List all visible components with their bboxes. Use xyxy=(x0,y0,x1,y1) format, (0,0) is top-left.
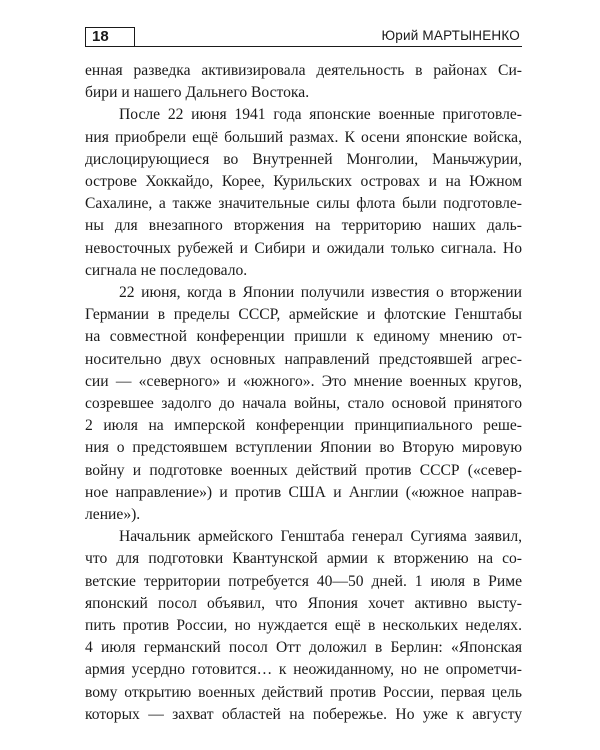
text-line: японский посол объявил, что Япония хочет активно высту- xyxy=(85,594,522,612)
text-line: Начальник армейского Генштаба генерал Сугияма заявил, xyxy=(119,528,522,546)
running-head: Юрий МАРТЫНЕНКО xyxy=(381,28,520,43)
text-line: сигнала не последовало. xyxy=(85,261,248,279)
text-line: сии — «северного» и «южного». Это мнение военных кругов, xyxy=(85,372,522,390)
text-line: Сахалине, а также значительные силы флота были подготовле- xyxy=(85,195,522,213)
text-line: ветские территории потребуется 40—50 дней. 1 июля в Риме xyxy=(85,572,522,590)
text-line: енная разведка активизировала деятельность в районах Си- xyxy=(85,62,522,79)
text-line: войну и подготовке военных действий против СССР («север- xyxy=(85,461,522,479)
text-line: пить против России, но нуждается ещё в нескольких неделях. xyxy=(85,617,522,635)
text-line: 22 июня, когда в Японии получили известия о вторжении xyxy=(119,284,522,302)
text-line: ное направление») и против США и Англии («южное направ- xyxy=(85,483,522,501)
text-line: носительно двух основных направлений предстоявшей агрес- xyxy=(85,350,522,368)
text-line: ния приобрели ещё больший размах. К осени японские войска, xyxy=(85,128,522,146)
text-line: 4 июля германский посол Отт доложил в Берлин: «Японская xyxy=(85,639,522,657)
text-line: ния о предстоявшем вступлении Японии во Вторую мировую xyxy=(85,439,522,457)
text-line: ление»). xyxy=(85,506,141,524)
text-line: После 22 июня 1941 года японские военные приготовле- xyxy=(119,106,522,124)
text-line: армия усердно готовится… к неожиданному, но не опрометчи- xyxy=(85,661,522,679)
text-line: невосточных рубежей и Сибири и ожидали только сигнала. Но xyxy=(85,239,522,257)
text-line: острове Хоккайдо, Корее, Курильских островах и на Южном xyxy=(85,173,522,191)
text-line: что для подготовки Квантунской армии к вторжению на со- xyxy=(85,550,522,568)
paragraph xyxy=(85,526,522,726)
paragraph xyxy=(85,282,522,526)
page-header xyxy=(85,27,522,49)
text-line: Германии в пределы СССР, армейские и флотские Генштабы xyxy=(85,306,522,324)
text-line: на совместной конференции пришли к единому мнению от- xyxy=(85,328,522,346)
page-number: 18 xyxy=(85,27,135,47)
text-line: созревшее задолго до начала войны, стало основой принятого xyxy=(85,395,522,413)
text-line: бири и нашего Дальнего Востока. xyxy=(85,84,310,102)
paragraph xyxy=(85,104,522,282)
text-line: 2 июля на имперской конференции принципиального реше- xyxy=(85,417,522,435)
body-text xyxy=(85,60,522,726)
text-line: ны для внезапного вторжения на территорию наших даль- xyxy=(85,217,522,235)
text-line: дислоцирующиеся во Внутренней Монголии, Маньчжурии, xyxy=(85,150,522,168)
header-rule xyxy=(135,46,522,47)
paragraph xyxy=(85,60,522,104)
text-line: которых — захват областей на побережье. Но уже к августу xyxy=(85,705,522,723)
text-line: вому открытию военных действий против России, первая цель xyxy=(85,683,522,701)
